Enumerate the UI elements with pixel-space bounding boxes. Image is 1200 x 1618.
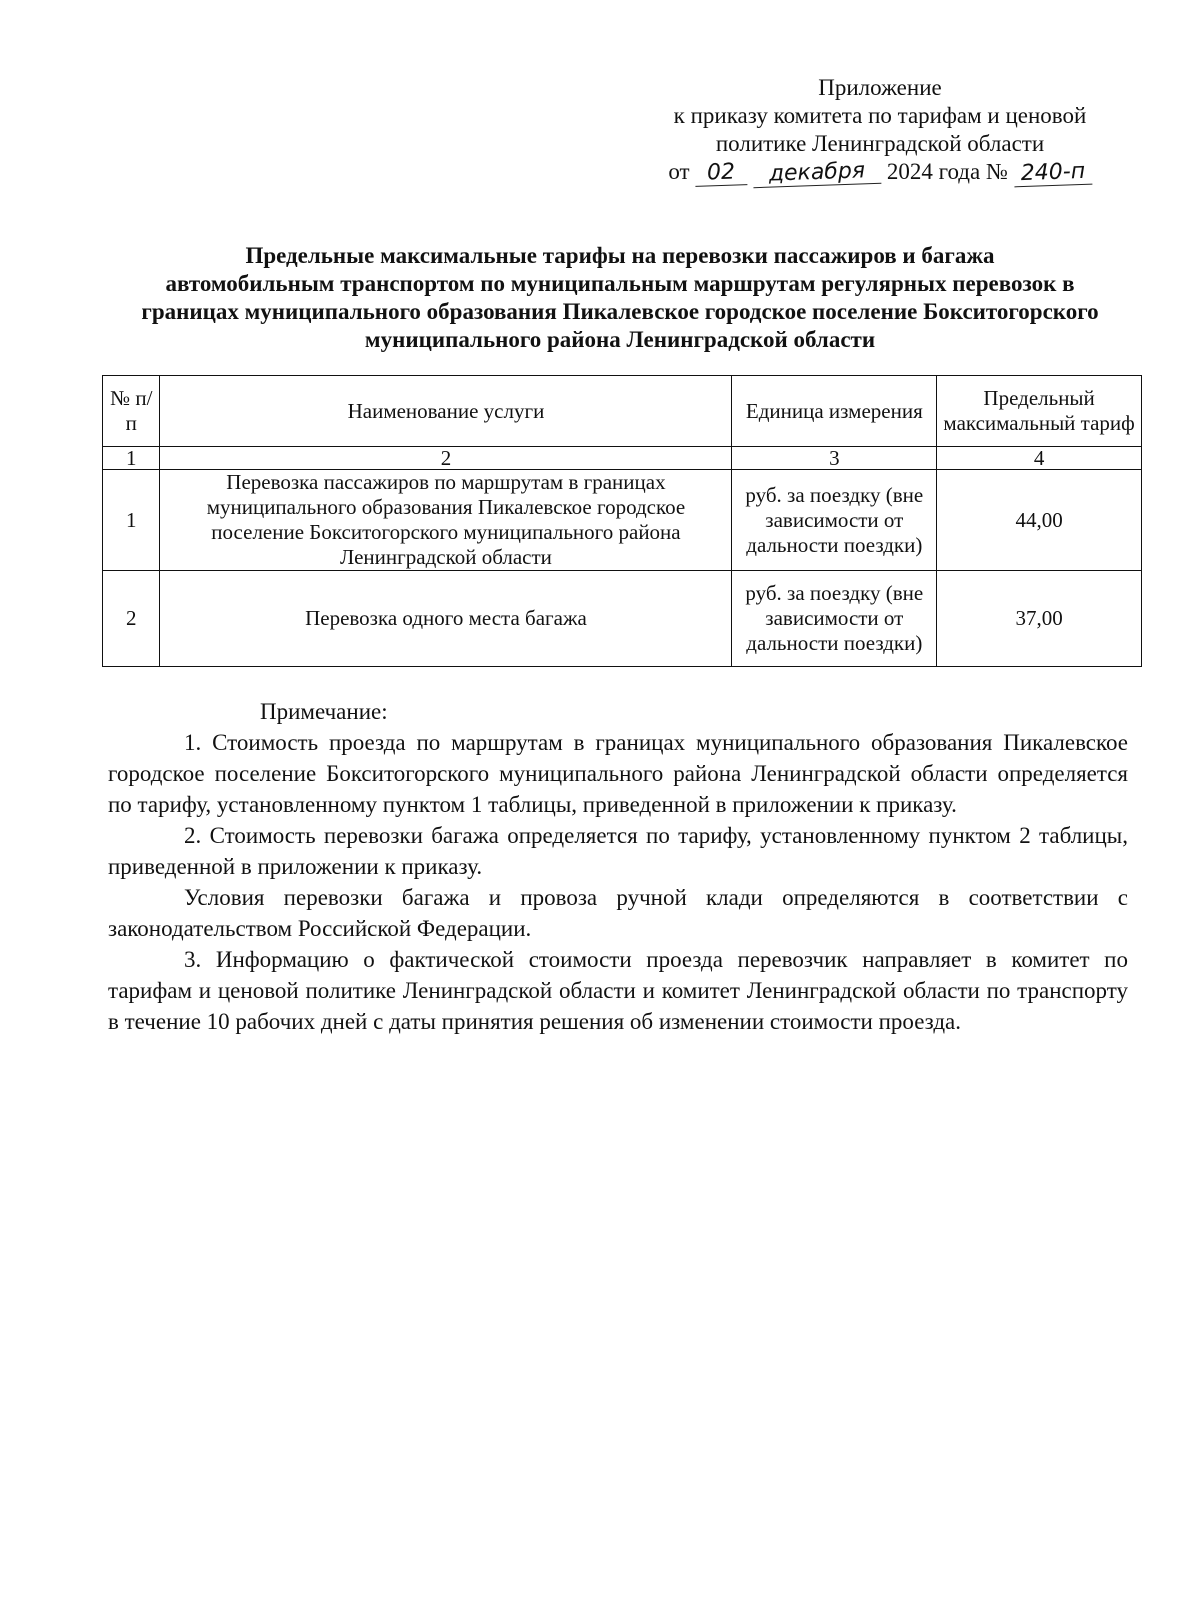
appendix-header [640, 74, 1120, 186]
index-cell-4: 4 [937, 447, 1142, 470]
row-unit: руб. за поездку (вне зависимости от дальности поездки) [732, 470, 937, 571]
appendix-date-line [640, 158, 1120, 186]
note-item-2: 2. Стоимость перевозки багажа определяется по тарифу, установленному пунктом 2 таблицы, приведенной в приложении к приказу. [108, 823, 1128, 879]
tariff-table [102, 375, 1142, 667]
row-unit: руб. за поездку (вне зависимости от дальности поездки) [732, 571, 937, 667]
index-cell-2: 2 [160, 447, 732, 470]
header-name: Наименование услуги [160, 376, 732, 447]
title-line-3: границах муниципального образования Пикалевское городское поселение Бокситогорского [141, 299, 1099, 324]
header-unit: Единица измерения [732, 376, 937, 447]
row-tariff: 44,00 [937, 470, 1142, 571]
handwritten-order-number: 240-п [1013, 160, 1092, 188]
index-cell-3: 3 [732, 447, 937, 470]
note-item-3: Условия перевозки багажа и провоза ручной клади определяются в соответствии с законодательством Российской Федерации. [108, 885, 1128, 941]
table-row [103, 571, 1142, 667]
note-item-1: 1. Стоимость проезда по маршрутам в границах муниципального образования Пикалевское городское поселение Бокситогорского муниципального района Ленинградской области определяется по тарифу, установленному пунктом 1 таблицы, приведенной в приложении к приказу. [108, 730, 1128, 817]
handwritten-month: декабря [753, 159, 882, 188]
row-num: 2 [103, 571, 160, 667]
date-year: 2024 года № [886, 159, 1008, 184]
row-tariff: 37,00 [937, 571, 1142, 667]
notes-section [108, 696, 1128, 1037]
table-index-row [103, 447, 1142, 470]
index-cell-1: 1 [103, 447, 160, 470]
header-tariff: Предельный максимальный тариф [937, 376, 1142, 447]
appendix-committee: политике Ленинградской области [715, 131, 1045, 156]
document-title [100, 242, 1140, 354]
header-num: № п/п [103, 376, 160, 447]
table-header-row [103, 376, 1142, 447]
title-line-1: Предельные максимальные тарифы на перевозки пассажиров и багажа [245, 243, 995, 268]
title-line-2: автомобильным транспортом по муниципальным маршрутам регулярных перевозок в [165, 271, 1075, 296]
table-row [103, 470, 1142, 571]
row-service-name: Перевозка одного места багажа [160, 571, 732, 667]
handwritten-day: 02 [695, 160, 748, 187]
note-item-4: 3. Информацию о фактической стоимости проезда перевозчик направляет в комитет по тарифам и ценовой политике Ленинградской области и комитет Ленинградской области по транспорту в течение 10 рабочих дней с даты принятия решения об изменении стоимости проезда. [108, 947, 1128, 1034]
notes-heading: Примечание: [260, 699, 388, 724]
date-prefix: от [668, 159, 690, 184]
title-line-4: муниципального района Ленинградской области [364, 327, 876, 352]
row-service-name: Перевозка пассажиров по маршрутам в границах муниципального образования Пикалевское городское поселение Бокситогорского муниципального района Ленинградской области [160, 470, 732, 571]
row-num: 1 [103, 470, 160, 571]
appendix-label: Приложение [818, 75, 942, 100]
appendix-order-ref: к приказу комитета по тарифам и ценовой [673, 103, 1087, 128]
